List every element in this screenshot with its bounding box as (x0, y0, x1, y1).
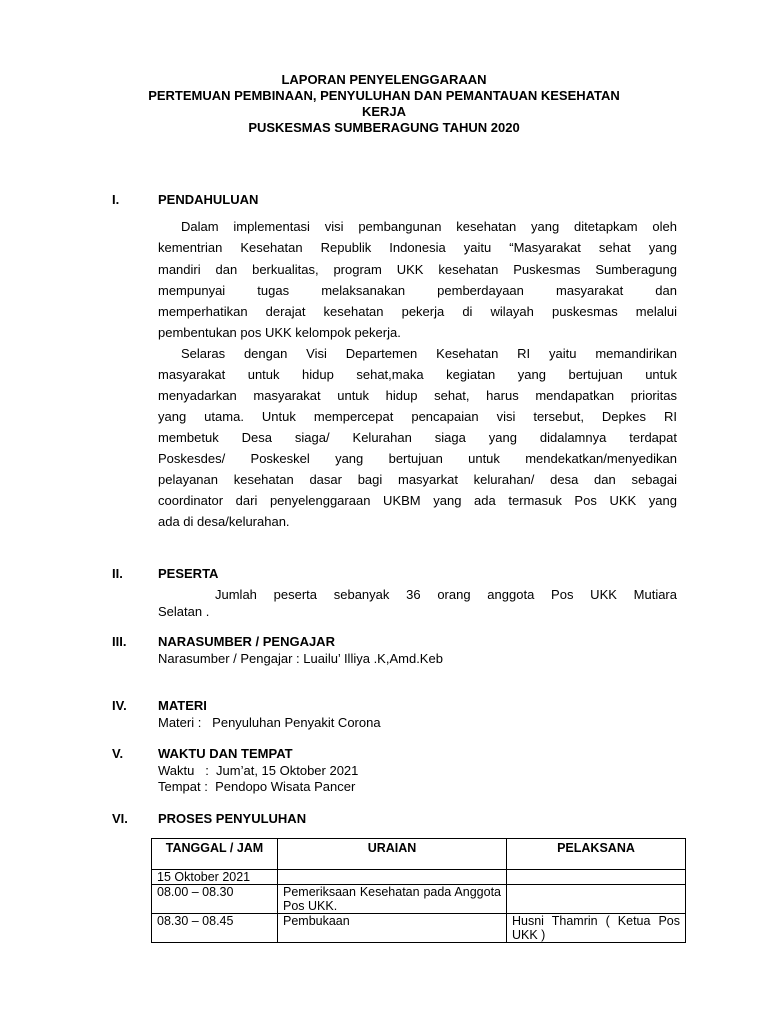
table-cell: 08.30 – 08.45 (152, 914, 278, 943)
intro-line: pelayanan kesehatan dasar bagi masyarkat kelurahan/ desa dan sebagai (158, 472, 677, 487)
section-1-number: I. (112, 192, 120, 207)
intro-line: mandiri dan berkualitas, program UKK kesehatan Puskesmas Sumberagung (158, 262, 677, 277)
participants-text: Jumlah peserta sebanyak 36 orang anggota Pos UKK Mutiara (215, 587, 677, 602)
intro-line: masyarakat untuk hidup sehat,maka kegiatan yang bertujuan untuk (158, 367, 677, 382)
table-cell (278, 870, 507, 885)
intro-line: Dalam implementasi visi pembangunan kesehatan yang ditetapkam oleh (181, 219, 677, 234)
intro-line: ada di desa/kelurahan. (158, 514, 290, 529)
table-header-row (152, 839, 686, 870)
intro-line: Poskesdes/ Poskeskel yang bertujuan untuk mendekatkan/menyedikan (158, 451, 677, 466)
process-table (151, 838, 686, 943)
section-2-number: II. (112, 566, 123, 581)
section-3-number: III. (112, 634, 127, 649)
intro-line: mempunyai tugas melaksanakan pemberdayaan masyarakat dan (158, 283, 677, 298)
section-1-title: PENDAHULUAN (158, 192, 259, 207)
intro-line: Selaras dengan Visi Departemen Kesehatan RI yaitu memandirikan (181, 346, 677, 361)
section-2-title: PESERTA (158, 566, 219, 581)
intro-line: kementrian Kesehatan Republik Indonesia yaitu “Masyarakat sehat yang (158, 240, 677, 255)
section-6-title: PROSES PENYULUHAN (158, 811, 307, 826)
intro-line: membetuk Desa siaga/ Kelurahan siaga yang didalamnya terdapat (158, 430, 677, 445)
section-5-title: WAKTU DAN TEMPAT (158, 746, 293, 761)
column-header: PELAKSANA (507, 839, 686, 870)
table-cell: Husni Thamrin ( Ketua Pos UKK ) (507, 914, 686, 943)
intro-line: coordinator dari penyelenggaraan UKBM yang ada termasuk Pos UKK yang (158, 493, 677, 508)
column-header: TANGGAL / JAM (152, 839, 278, 870)
table-row (152, 914, 686, 943)
table-row (152, 885, 686, 914)
section-6-number: VI. (112, 811, 128, 826)
table-cell: 08.00 – 08.30 (152, 885, 278, 914)
table-cell: Pembukaan (278, 914, 507, 943)
place-text: Tempat : Pendopo Wisata Pancer (158, 779, 356, 794)
table-cell (507, 885, 686, 914)
time-text: Waktu : Jum’at, 15 Oktober 2021 (158, 763, 359, 778)
section-4-title: MATERI (158, 698, 207, 713)
section-5-number: V. (112, 746, 124, 761)
section-3-title: NARASUMBER / PENGAJAR (158, 634, 335, 649)
material-text: Materi : Penyuluhan Penyakit Corona (158, 715, 381, 730)
report-org-year: PUSKESMAS SUMBERAGUNG TAHUN 2020 (248, 120, 520, 135)
intro-line: pembentukan pos UKK kelompok pekerja. (158, 325, 401, 340)
speaker-text: Narasumber / Pengajar : Luailu’ Illiya .K,Amd.Keb (158, 651, 443, 666)
participants-text-cont: Selatan . (158, 604, 210, 619)
table-cell: 15 Oktober 2021 (152, 870, 278, 885)
report-title: LAPORAN PENYELENGGARAAN (281, 72, 487, 87)
report-subtitle: PERTEMUAN PEMBINAAN, PENYULUHAN DAN PEMANTAUAN KESEHATAN (148, 88, 620, 103)
intro-line: menyadarkan masyarakat untuk hidup sehat, harus mendapatkan prioritas (158, 388, 677, 403)
column-header: URAIAN (278, 839, 507, 870)
table-row (152, 870, 686, 885)
intro-line: memperhatikan derajat kesehatan pekerja di wilayah puskesmas melalui (158, 304, 677, 319)
report-subtitle-cont: KERJA (361, 104, 407, 119)
section-4-number: IV. (112, 698, 127, 713)
table-cell (507, 870, 686, 885)
intro-line: yang utama. Untuk mempercepat pencapaian visi tersebut, Depkes RI (158, 409, 677, 424)
table-cell: Pemeriksaan Kesehatan pada Anggota Pos UKK. (278, 885, 507, 914)
